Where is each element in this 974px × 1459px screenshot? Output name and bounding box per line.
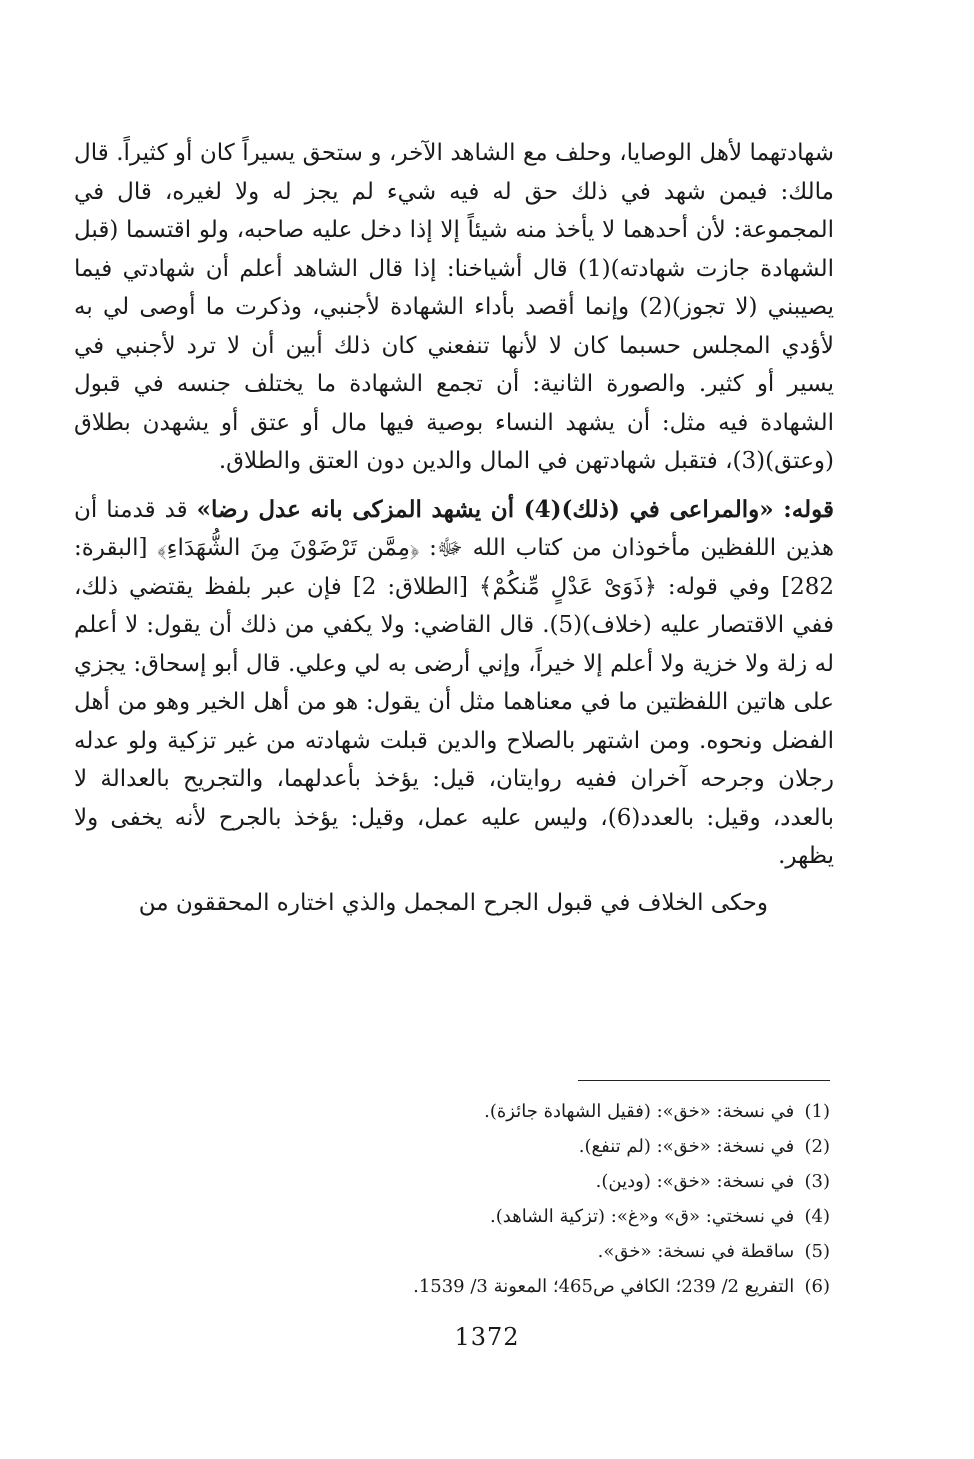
paragraph-2-text: قد قدمنا أن هذين اللفظين مأخوذان من كتاب الله ﷻ: ﴿مِمَّن تَرْضَوْنَ مِنَ الشُّهَدَاءِ﴾ [البقرة: 282] وفي قوله: ﴿ذَوَىْ عَدْلٍ مِّنكُمْ﴾ [الطلاق: 2] فإن عبر بلفظ يقتضي ذلك، ففي الاقتصار عليه (خلاف)(5). قال القاضي: ولا يكفي من ذلك أن يقول: لا أعلم له زلة ولا خزية ولا أعلم إلا خيراً، وإني أرضى به لي وعلي. قال أبو إسحاق: يجزي على هاتين اللفظتين ما في معناهما مثل أن يقول: هو من أهل الخير وهو من أهل الفضل ونحوه. ومن اشتهر بالصلاح والدين قبلت شهادته من غير تزكية ولو عدله رجلان وجرحه آخران ففيه روايتان، قيل: يؤخذ بأعدلهما، والتجريح بالعدالة لا بالعدد، وقيل: بالعدد(6)، وليس عليه عمل، وقيل: يؤخذ بالجرح لأنه يخفى ولا يظهر. bbox=[74, 496, 834, 869]
paragraph-2 bbox=[74, 491, 834, 876]
footnote-number: (6) bbox=[804, 1276, 830, 1297]
footnote-text: في نسخة: «خق»: (فقيل الشهادة جائزة). bbox=[484, 1101, 795, 1122]
footnote-item bbox=[200, 1199, 830, 1234]
footnote-text: ساقطة في نسخة: «خق». bbox=[597, 1241, 795, 1262]
footnote-text: في نسخة: «خق»: (لم تنفع). bbox=[578, 1136, 795, 1157]
footnote-text: التفريع 2/ 239؛ الكافي ص465؛ المعونة 3/ 1539. bbox=[413, 1276, 795, 1297]
footnote-divider bbox=[578, 1080, 830, 1081]
footnote-number: (4) bbox=[804, 1206, 830, 1227]
footnote-text: في نسخة: «خق»: (ودين). bbox=[595, 1171, 795, 1192]
page-number: 1372 bbox=[454, 1323, 520, 1351]
footnote-number: (1) bbox=[804, 1101, 830, 1122]
footnotes bbox=[200, 1094, 830, 1304]
footnote-item bbox=[200, 1269, 830, 1304]
footnote-number: (3) bbox=[804, 1171, 830, 1192]
footnote-number: (5) bbox=[804, 1241, 830, 1262]
quoted-heading: قوله: «والمراعى في (ذلك)(4) أن يشهد المزكى بانه عدل رضا» bbox=[196, 495, 834, 523]
footnote-item bbox=[200, 1094, 830, 1129]
paragraph-3: وحكى الخلاف في قبول الجرح المجمل والذي اختاره المحققون من bbox=[138, 889, 768, 916]
footnote-item bbox=[200, 1129, 830, 1164]
footnote-text: في نسختي: «ق» و«غ»: (تزكية الشاهد). bbox=[490, 1206, 795, 1227]
footnote-number: (2) bbox=[804, 1136, 830, 1157]
paragraph-1: شهادتهما لأهل الوصايا، وحلف مع الشاهد الآخر، و ستحق يسيراً كان أو كثيراً. قال مالك: فيمن شهد في ذلك حق له فيه شيء لم يجز له ولا لغيره، قال في المجموعة: لأن أحدهما لا يأخذ منه شيئاً إلا إذا دخل عليه صاحبه، ولو اقتسما (قبل الشهادة جازت شهادته)(1) قال أشياخنا: إذا قال الشاهد أعلم أن شهادتي فيما يصيبني (لا تجوز)(2) وإنما أقصد بأداء الشهادة لأجنبي، وذكرت ما أوصى لي به لأؤدي المجلس حسبما كان لا لأنها تنفعني كان ذلك أبين أن لا ترد لأجنبي في يسير أو كثير. والصورة الثانية: أن تجمع الشهادة ما يختلف جنسه في قبول الشهادة فيه مثل: أن يشهد النساء بوصية فيها مال أو عتق أو يشهدن بطلاق (وعتق)(3)، فتقبل شهادتهن في المال والدين دون العتق والطلاق. bbox=[74, 140, 835, 474]
footnote-item bbox=[200, 1164, 830, 1199]
footnote-item bbox=[200, 1234, 830, 1269]
main-text bbox=[74, 134, 834, 922]
